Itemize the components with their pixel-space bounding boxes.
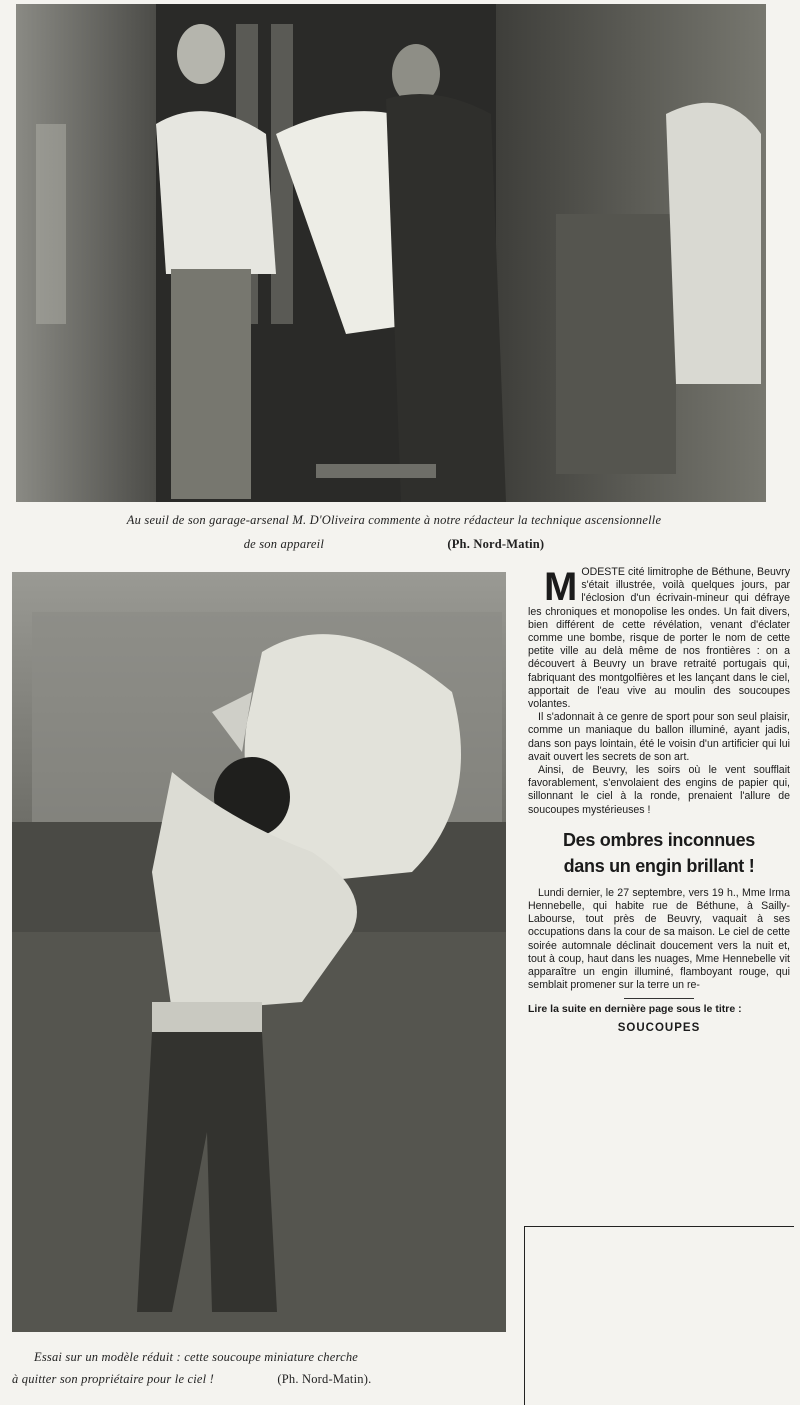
photo-balloon-launch-icon: [12, 572, 506, 1332]
photo-garage: [16, 4, 766, 502]
caption-top-text: Au seuil de son garage-arsenal M. D'Oliveira commente à notre rédacteur la technique ascensionnelle: [126, 513, 662, 527]
article-subhead-line2: dans un engin brillant !: [563, 855, 755, 876]
caption-bottom-line2: à quitter son propriétaire pour le ciel !: [12, 1372, 215, 1386]
caption-top-text2: de son appareil: [243, 537, 325, 551]
caption-top: [14, 508, 774, 556]
article-subhead-line1: Des ombres inconnues: [562, 829, 756, 850]
article-readmore: Lire la suite en dernière page sous le titre :: [528, 1003, 742, 1016]
article-subhead: [528, 827, 790, 879]
photo-garage-scene-icon: [16, 4, 766, 502]
article-paragraph-4: Lundi dernier, le 27 septembre, vers 19 h., Mme Irma Hennebelle, qui habite rue de Béthune, à Sailly-Labourse, tout près de Beuvry, vaquait à ses occupations dans la cour de sa maison. Le ciel de cette soirée automnale déclinait doucement vers la nuit et, tout à coup, haut dans les nuages, Mme Hennebelle vit apparaître un engin illuminé, flamboyant rouge, qui semblait promener sur la terre un re-: [528, 886, 790, 992]
article-column: [528, 566, 790, 1036]
caption-bottom-credit: (Ph. Nord-Matin).: [277, 1372, 372, 1386]
photo-balloon: [12, 572, 506, 1332]
article-divider: [624, 998, 694, 999]
article-paragraph-3: Ainsi, de Beuvry, les soirs où le vent soufflait favorablement, s'envolaient des engins de papier qui, sillonnant le ciel à la ronde, prenaient l'allure de soucoupes mystérieuses !: [528, 764, 790, 816]
article-paragraph-2: Il s'adonnait à ce genre de sport pour son seul plaisir, comme un maniaque du ballon illuminé, ayant jadis, dans son pays lointain, été le voisin d'un artificier qui lui avait ouvert les secrets de son art.: [528, 711, 790, 763]
box-rule-vertical: [524, 1226, 525, 1405]
article-readmore-title: SOUCOUPES: [617, 1022, 701, 1035]
box-rule-horizontal: [524, 1226, 794, 1227]
article-dropcap: M: [544, 565, 578, 609]
article-paragraph-1: ODESTE cité limitrophe de Béthune, Beuvry s'était illustrée, voilà quelques jours, par l'éclosion d'un écrivain-mineur qui défraye les chroniques et monopolise les ondes. Un fait divers, bien différent de cette révélation, venant d'éclater comme une bombe, risque de porter le nom de cette petite ville au delà même de nos frontières : on a découvert à Beuvry un brave retraité portugais qui, fabriquant des montgolfières et les lançant dans le ciel, apportait de l'eau vive au moulin des soucoupes volantes.: [528, 566, 790, 711]
caption-bottom: [12, 1346, 512, 1390]
caption-top-credit: (Ph. Nord-Matin): [447, 537, 545, 551]
caption-bottom-line1: Essai sur un modèle réduit : cette soucoupe miniature cherche: [34, 1350, 359, 1364]
